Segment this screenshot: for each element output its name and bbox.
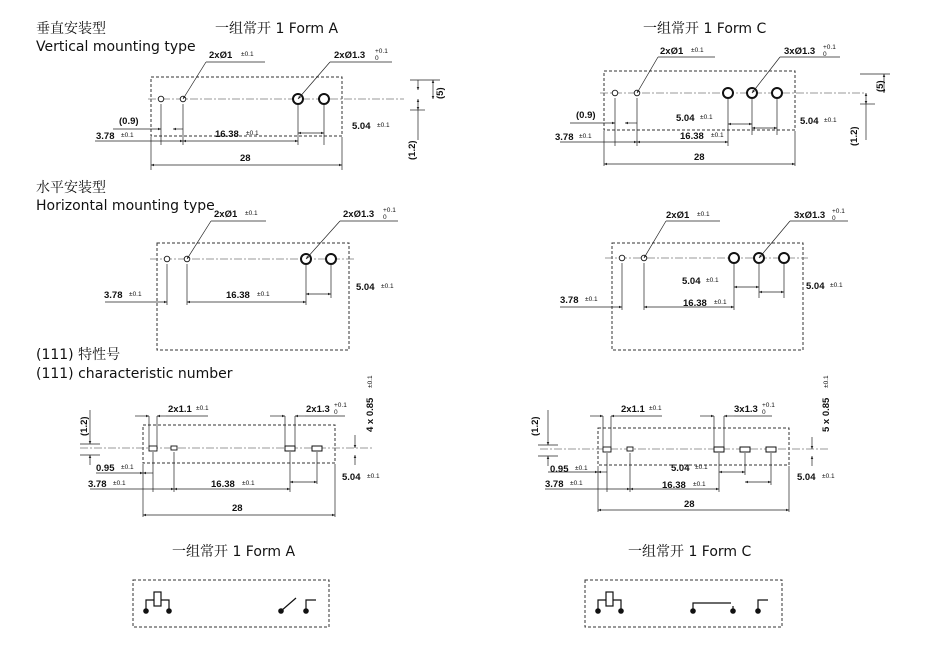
svg-text:4 x 0.85: 4 x 0.85: [365, 397, 376, 432]
switch-no-symbol: [278, 598, 316, 614]
svg-text:5.04: 5.04: [342, 472, 361, 483]
outline-frame: [585, 580, 782, 627]
svg-text:±0.1: ±0.1: [196, 405, 209, 412]
dim-hole-large: 3xØ1.3: [784, 46, 816, 57]
pin-hole-large: [319, 94, 329, 104]
svg-text:±0.1: ±0.1: [257, 291, 270, 298]
slot-small: [149, 446, 157, 451]
svg-text:±0.1: ±0.1: [367, 375, 374, 388]
dim-tol: ±0.1: [241, 51, 254, 58]
svg-text:+0.1: +0.1: [832, 208, 845, 215]
svg-text:5 x 0.85: 5 x 0.85: [821, 397, 832, 432]
vertical-mounting-title-cn: 垂直安装型: [36, 21, 106, 37]
characteristic-number-title-en: (111) characteristic number: [36, 366, 233, 382]
slot-small: [603, 447, 611, 452]
dim-378: 3.78: [96, 131, 115, 142]
slot-large: [312, 446, 322, 451]
svg-text:±0.1: ±0.1: [714, 299, 727, 306]
svg-text:(1.2): (1.2): [849, 126, 860, 146]
dim-5: (5): [435, 87, 446, 99]
coil-symbol: [595, 592, 624, 614]
switch-co-symbol: [690, 600, 768, 614]
svg-text:0: 0: [762, 409, 766, 416]
pin-hole-small: [619, 255, 625, 261]
svg-text:0: 0: [832, 215, 836, 222]
svg-text:3.78: 3.78: [555, 132, 574, 143]
dim-28: 28: [240, 153, 251, 164]
coil-symbol: [143, 592, 172, 614]
svg-text:±0.1: ±0.1: [121, 464, 134, 471]
outline-frame: [612, 243, 803, 350]
form-c-title-bottom: 一组常开 1 Form C: [628, 544, 752, 560]
svg-text:3x1.3: 3x1.3: [734, 404, 758, 415]
svg-text:±0.1: ±0.1: [129, 291, 142, 298]
svg-text:±0.1: ±0.1: [381, 283, 394, 290]
svg-text:±0.1: ±0.1: [823, 375, 830, 388]
pin-hole-large: [772, 88, 782, 98]
svg-text:16.38: 16.38: [683, 298, 707, 309]
horizontal-form-a-footprint: [104, 207, 398, 350]
svg-text:±0.1: ±0.1: [711, 132, 724, 139]
vertical-form-a-footprint: [95, 48, 446, 170]
svg-text:3.78: 3.78: [104, 290, 123, 301]
svg-text:±0.1: ±0.1: [377, 122, 390, 129]
svg-text:5.04: 5.04: [806, 281, 825, 292]
svg-text:3.78: 3.78: [560, 295, 579, 306]
svg-text:5.04: 5.04: [800, 116, 819, 127]
svg-text:±0.1: ±0.1: [649, 405, 662, 412]
slot-small: [171, 446, 177, 450]
svg-text:+0.1: +0.1: [823, 44, 836, 51]
svg-text:3.78: 3.78: [88, 479, 107, 490]
vertical-form-c-footprint: [555, 44, 890, 166]
svg-text:±0.1: ±0.1: [830, 282, 843, 289]
svg-text:5.04: 5.04: [356, 282, 375, 293]
vertical-mounting-title-en: Vertical mounting type: [36, 39, 196, 55]
svg-text:±0.1: ±0.1: [579, 133, 592, 140]
dim-09: (0.9): [119, 116, 139, 127]
pin-hole-small: [164, 256, 170, 262]
dim-hole-small: 2xØ1: [209, 50, 233, 61]
svg-text:5.04: 5.04: [676, 113, 695, 124]
outline-frame: [598, 428, 789, 465]
svg-text:±0.1: ±0.1: [242, 480, 255, 487]
svg-text:28: 28: [694, 152, 705, 163]
dim-504: 5.04: [352, 121, 371, 132]
outline-frame: [151, 77, 342, 136]
svg-text:±0.1: ±0.1: [700, 114, 713, 121]
svg-text:16.38: 16.38: [211, 479, 235, 490]
pin-hole-small: [158, 96, 164, 102]
characteristic-number-title-cn: (111) 特性号: [36, 347, 121, 363]
pin-hole-large: [723, 88, 733, 98]
svg-text:±0.1: ±0.1: [695, 464, 708, 471]
svg-text:±0.1: ±0.1: [367, 473, 380, 480]
outline-frame: [133, 580, 329, 627]
slot-large: [740, 447, 750, 452]
svg-text:5.04: 5.04: [671, 463, 690, 474]
svg-text:3xØ1.3: 3xØ1.3: [794, 210, 826, 221]
svg-text:0: 0: [383, 214, 387, 221]
pin-hole-large: [326, 254, 336, 264]
dim-12: (1.2): [407, 140, 418, 160]
svg-text:±0.1: ±0.1: [575, 465, 588, 472]
slot-large: [285, 446, 295, 451]
svg-text:0: 0: [334, 409, 338, 416]
form-a-title-top: 一组常开 1 Form A: [215, 21, 339, 37]
form-a-title-bottom: 一组常开 1 Form A: [172, 544, 296, 560]
schematic-form-a: [133, 580, 329, 627]
dim-hole-large: 2xØ1.3: [334, 50, 366, 61]
svg-text:0.95: 0.95: [96, 463, 115, 474]
svg-text:5.04: 5.04: [797, 472, 816, 483]
svg-text:(5): (5): [875, 80, 886, 92]
horizontal-mounting-title-cn: 水平安装型: [36, 180, 106, 196]
svg-text:2xØ1.3: 2xØ1.3: [343, 209, 375, 220]
dim-tol-plus: +0.1: [375, 48, 388, 55]
svg-text:28: 28: [232, 503, 243, 514]
svg-text:28: 28: [684, 499, 695, 510]
svg-text:±0.1: ±0.1: [822, 473, 835, 480]
svg-text:±0.1: ±0.1: [246, 130, 259, 137]
svg-text:2xØ1: 2xØ1: [666, 210, 690, 221]
characteristic-form-c-footprint: [530, 375, 835, 512]
svg-text:±0.1: ±0.1: [113, 480, 126, 487]
svg-text:0.95: 0.95: [550, 464, 569, 475]
horizontal-mounting-title-en: Horizontal mounting type: [36, 198, 215, 214]
svg-text:(1.2): (1.2): [79, 416, 90, 436]
svg-text:(0.9): (0.9): [576, 110, 596, 121]
pin-hole-small: [612, 90, 618, 96]
svg-text:0: 0: [823, 51, 827, 58]
slot-large: [714, 447, 724, 452]
outline-frame: [604, 71, 795, 130]
svg-text:±0.1: ±0.1: [824, 117, 837, 124]
horizontal-form-c-footprint: [560, 208, 848, 350]
svg-text:±0.1: ±0.1: [245, 210, 258, 217]
svg-text:2xØ1: 2xØ1: [660, 46, 684, 57]
svg-text:16.38: 16.38: [680, 131, 704, 142]
svg-text:2x1.1: 2x1.1: [168, 404, 192, 415]
svg-text:2x1.3: 2x1.3: [306, 404, 330, 415]
svg-text:16.38: 16.38: [226, 290, 250, 301]
svg-text:+0.1: +0.1: [762, 402, 775, 409]
form-c-title-top: 一组常开 1 Form C: [643, 21, 767, 37]
svg-text:±0.1: ±0.1: [570, 480, 583, 487]
svg-text:(1.2): (1.2): [530, 416, 541, 436]
pin-hole-large: [729, 253, 739, 263]
svg-text:±0.1: ±0.1: [691, 47, 704, 54]
svg-text:5.04: 5.04: [682, 276, 701, 287]
svg-text:±0.1: ±0.1: [693, 481, 706, 488]
svg-text:2x1.1: 2x1.1: [621, 404, 645, 415]
svg-text:16.38: 16.38: [662, 480, 686, 491]
schematic-form-c: [585, 580, 782, 627]
svg-text:±0.1: ±0.1: [121, 132, 134, 139]
svg-text:±0.1: ±0.1: [697, 211, 710, 218]
svg-text:±0.1: ±0.1: [706, 277, 719, 284]
characteristic-form-a-footprint: [79, 375, 380, 517]
outline-frame: [143, 425, 335, 463]
svg-text:2xØ1: 2xØ1: [214, 209, 238, 220]
slot-small: [627, 447, 633, 451]
svg-text:+0.1: +0.1: [383, 207, 396, 214]
pin-hole-large: [779, 253, 789, 263]
slot-large: [766, 447, 776, 452]
svg-text:+0.1: +0.1: [334, 402, 347, 409]
svg-text:±0.1: ±0.1: [585, 296, 598, 303]
dim-1638: 16.38: [215, 129, 239, 140]
svg-text:3.78: 3.78: [545, 479, 564, 490]
dim-tol-zero: 0: [375, 55, 379, 62]
